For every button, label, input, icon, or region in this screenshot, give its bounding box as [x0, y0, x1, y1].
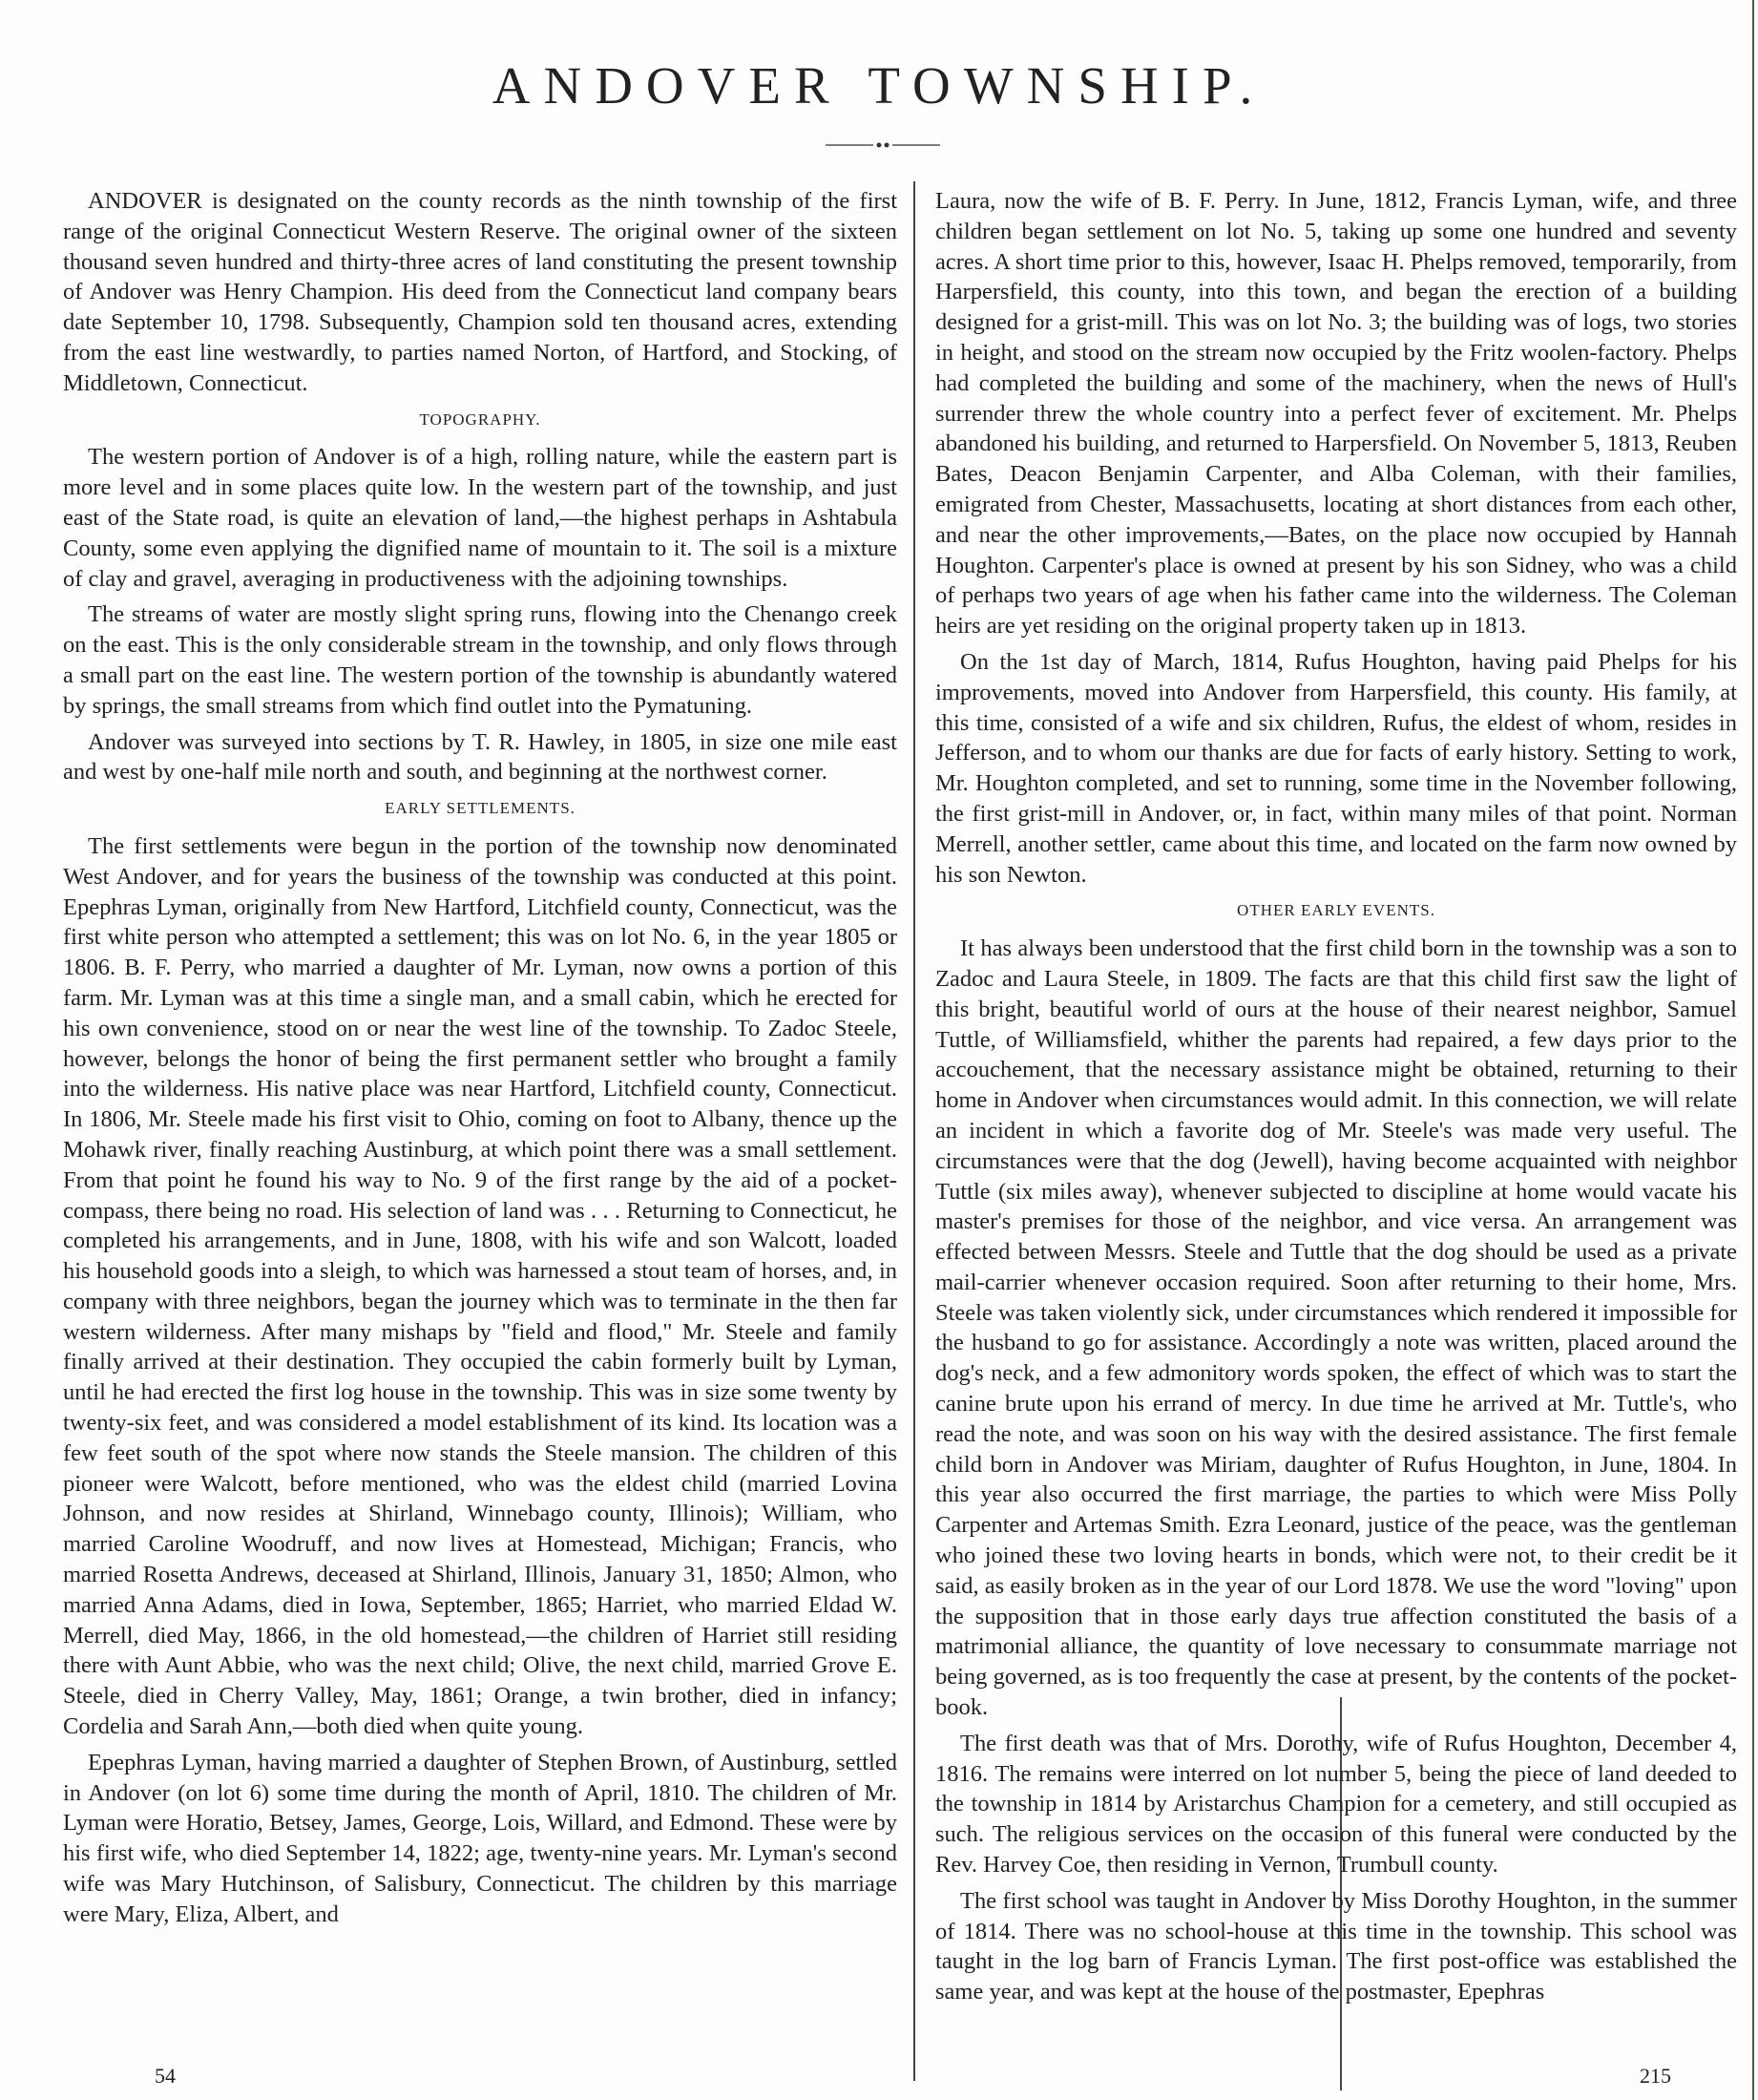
title-ornament — [826, 138, 940, 152]
heading-topography: TOPOGRAPHY. — [419, 410, 541, 429]
page-number-right: 215 — [1640, 2064, 1671, 2088]
paragraph-settlements-1: The first settlements were begun in the portion of the township now denominated West Andover, and for years the business of the township was conducted at this point. Epephras Lyman, originally from New Hartford, Litchfield county, Connecticut, was the first white person who attempted a settlement; this was on lot No. 6, in the year 1805 or 1806. B. F. Perry, who married a daughter of Mr. Lyman, now owns a portion of this farm. Mr. Lyman was at this time a single man, and a small cabin, which he erected for his own convenience, stood on or near the west line of the township. To Zadoc Steele, however, belongs the honor of being the first permanent settler who brought a family into the wilderness. His native place was near Hartford, Litchfield county, Connecticut. In 1806, Mr. Steele made his first visit to Ohio, coming on foot to Albany, thence up the Mohawk river, finally reaching Austinburg, at which point there was a small settlement. From that point he found his way to No. 9 of the first range by the aid of a pocket-compass, there being no road. His selection of land was . . . Returning to Connecticut, he completed his arrangements, and in June, 1808, with his wife and son Walcott, loaded his household goods into a sleigh, to which was harnessed a stout team of horses, and, in company with three neighbors, began the journey which was to terminate in the then far western wilderness. After many mishaps by "field and flood," Mr. Steele and family finally arrived at their destination. They occupied the cabin formerly built by Lyman, until he had erected the first log house in the township. This was in size some twenty by twenty-six feet, and was considered a model establishment of its kind. Its location was a few feet south of the spot where now stands the Steele mansion. The children of this pioneer were Walcott, before mentioned, who was the eldest child (married Lovina Johnson, and now resides at Shirland, Winnebago county, Illinois); William, who married Caroline Woodruff, and now lives at Homestead, Michigan; Francis, who married Rosetta Andrews, deceased at Shirland, Illinois, January 31, 1850; Almon, who married Anna Adams, died in Iowa, September, 1865; Harriet, who married Eldad W. Merrell, died May, 1866, in the old homestead,—the children of Harriet still residing there with Aunt Abbie, who was the next child; Olive, the next child, married Grove E. Steele, died in Cherry Valley, May, 1861; Orange, a twin brother, died in infancy; Cordelia and Sarah Ann,—both died when quite young. — [63, 832, 897, 1740]
paragraph-events-1: It has always been understood that the first child born in the township was a son to Zadoc and Laura Steele, in 1809. The facts are that this child first saw the light of this bright, beautiful world of ours at the house of their nearest neighbor, Samuel Tuttle, of Williamsfield, whither the parents had repaired, a few days prior to the accouchement, that the necessary assistance might be obtained, returning to their home in Andover when circumstances would admit. In this connection, we will relate an incident in which a favorite dog of Mr. Steele's was made very useful. The circumstances were that the dog (Jewell), having become acquainted with neighbor Tuttle (six miles away), whenever subjected to discipline at home would vacate his master's premises for those of the neighbor, and vice versa. An arrangement was effected between Messrs. Steele and Tuttle that the dog should be used as a private mail-carrier whenever occasion required. Soon after returning to their home, Mrs. Steele was taken violently sick, under circumstances which rendered it impossible for the husband to go for assistance. Accordingly a note was written, placed around the dog's neck, and a few admonitory words spoken, the effect of which was to start the canine brute upon his errand of mercy. In due time he arrived at Mr. Tuttle's, who read the note, and was soon on his way with the desired assistance. The first female child born in Andover was Miriam, daughter of Rufus Houghton, in June, 1804. In this year also occurred the first marriage, the parties to which were Miss Polly Carpenter and Artemas Smith. Ezra Leonard, justice of the peace, was the gentleman who joined these two loving hearts in bonds, which were not, to their credit be it said, as easily broken as in the year of our Lord 1878. We use the word "loving" upon the supposition that in those early days true affection constituted the basis of a matrimonial alliance, the quantity of love necessary to consummate marriage not being governed, as is too frequently the case at present, by the contents of the pocket-book. — [935, 935, 1737, 1721]
paragraph-topography-1: The western portion of Andover is of a high, rolling nature, while the eastern part is more level and in some places quite low. In the western part of the township, and just east of the State road, is quite an elevation of land,—the highest perhaps in Ashtabula County, some even applying the dignified name of mountain to it. The soil is a mixture of clay and gravel, averaging in productiveness with the adjoining townships. — [63, 444, 897, 592]
column-divider — [913, 181, 915, 2081]
left-column — [63, 186, 897, 1936]
paragraph-events-2: The first death was that of Mrs. Dorothy, wife of Rufus Houghton, December 4, 1816. The remains were interred on lot number 5, being the piece of land deeded to the township in 1814 by Aristarchus Champion for a cemetery, and still occupied as such. The religious services on the occasion of this funeral were conducted by the Rev. Harvey Coe, then residing in Vernon, Trumbull county. — [935, 1730, 1737, 1879]
paragraph-topography-3: Andover was surveyed into sections by T. R. Hawley, in 1805, in size one mile east and west by one-half mile north and south, and beginning at the northwest corner. — [63, 728, 897, 786]
page-edge-line — [1752, 0, 1754, 2100]
paragraph-settlements-2: Epephras Lyman, having married a daughter of Stephen Brown, of Austinburg, settled in Andover (on lot 6) some time during the month of April, 1810. The children of Mr. Lyman were Horatio, Betsey, James, George, Lois, Willard, and Edmond. These were by his first wife, who died September 14, 1822; age, twenty-nine years. Mr. Lyman's second wife was Mary Hutchinson, of Salisbury, Connecticut. The children by this marriage were Mary, Eliza, Albert, and — [63, 1749, 897, 1927]
paragraph-settlements-4: On the 1st day of March, 1814, Rufus Houghton, having paid Phelps for his improvements, moved into Andover from Harpersfield, this county. His family, at this time, consisted of a wife and six children, Rufus, the eldest of whom, resides in Jefferson, and to whom our thanks are due for facts of early history. Setting to work, Mr. Houghton completed, and set to running, some time in the November following, the first grist-mill in Andover, or, in fact, within many miles of that point. Norman Merrell, another settler, came about this time, and located on the farm now owned by his son Newton. — [935, 648, 1737, 888]
right-column — [935, 186, 1737, 2013]
page-title: ANDOVER TOWNSHIP. — [492, 56, 1266, 115]
paragraph-intro: ANDOVER is designated on the county records as the ninth township of the first range of the original Connecticut Western Reserve. The original owner of the sixteen thousand seven hundred and thirty-three acres of land constituting the present township of Andover was Henry Champion. His deed from the Connecticut land company bears date September 10, 1798. Subsequently, Champion sold ten thousand acres, extending from the east line westwardly, to parties named Norton, of Hartford, and Stocking, of Middletown, Connecticut. — [63, 188, 897, 396]
paragraph-settlements-3: Laura, now the wife of B. F. Perry. In June, 1812, Francis Lyman, wife, and three children began settlement on lot No. 5, taking up some one hundred and seventy acres. A short time prior to this, however, Isaac H. Phelps removed, temporarily, from Harpersfield, this county, into this town, and began the erection of a building designed for a grist-mill. This was on lot No. 3; the building was of logs, two stories in height, and stood on the stream now occupied by the Fritz woolen-factory. Phelps had completed the building and some of the machinery, when the news of Hull's surrender threw the whole country into a perfect fever of excitement. Mr. Phelps abandoned his building, and returned to Harpersfield. On November 5, 1813, Reuben Bates, Deacon Benjamin Carpenter, and Alba Coleman, with their families, emigrated from Chester, Massachusetts, locating at short distances from each other, and near the other improvements,—Bates, on the place now occupied by Hannah Houghton. Carpenter's place is owned at present by his son Sidney, who was a child of perhaps two years of age when his father came into the wilderness. The Coleman heirs are yet residing on the original property taken up in 1813. — [935, 188, 1737, 640]
heading-early-settlements: EARLY SETTLEMENTS. — [385, 799, 576, 818]
heading-other-early-events: OTHER EARLY EVENTS. — [1237, 901, 1435, 920]
page-number-left: 54 — [155, 2064, 176, 2088]
paragraph-topography-2: The streams of water are mostly slight spring runs, flowing into the Chenango creek on the east. This is the only considerable stream in the township, and only flows through a small part on the east line. The western portion of the township is abundantly watered by springs, the small streams from which find outlet into the Pymatuning. — [63, 601, 897, 719]
paragraph-events-3: The first school was taught in Andover by Miss Dorothy Houghton, in the summer of 1814. There was no school-house at this time in the township. This school was taught in the log barn of Francis Lyman. The first post-office was established the same year, and was kept at the house of the postmaster, Epephras — [935, 1887, 1737, 2006]
